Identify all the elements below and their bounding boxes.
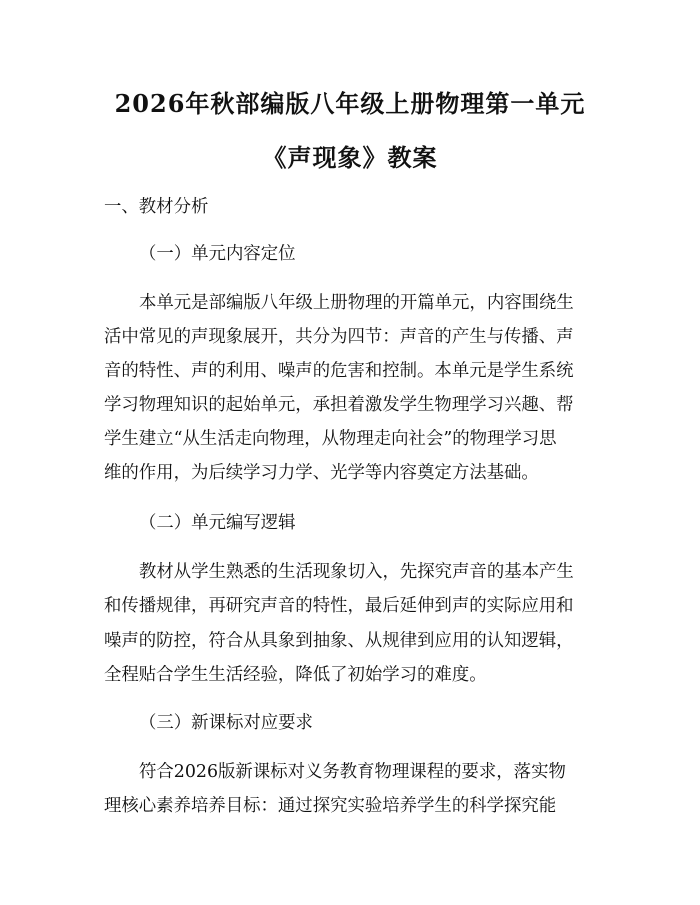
paragraph-line: 和传播规律，再研究声音的特性，最后延伸到声的实际应用和 xyxy=(104,596,574,616)
paragraph-line: 音的特性、声的利用、噪声的危害和控制。本单元是学生系统 xyxy=(104,361,574,381)
paragraph-line: 符合2026版新课标对义务教育物理课程的要求，落实物 xyxy=(139,762,566,782)
subsection-heading: （二）单元编写逻辑 xyxy=(139,513,296,533)
paragraph-line: 理核心素养培养目标：通过探究实验培养学生的科学探究能 xyxy=(104,796,557,816)
paragraph-line: 本单元是部编版八年级上册物理的开篇单元，内容围绕生 xyxy=(139,293,574,313)
paragraph-line: 教材从学生熟悉的生活现象切入，先探究声音的基本产生 xyxy=(139,562,574,582)
paragraph-line: 活中常见的声现象展开，共分为四节：声音的产生与传播、声 xyxy=(104,327,574,347)
paragraph-line: 全程贴合学生生活经验，降低了初始学习的难度。 xyxy=(104,665,487,685)
section-heading: 一、教材分析 xyxy=(104,197,209,217)
paragraph-line: 维的作用，为后续学习力学、光学等内容奠定方法基础。 xyxy=(104,463,539,483)
paragraph-line: 学生建立“从生活走向物理，从物理走向社会”的物理学习思 xyxy=(104,429,557,449)
subsection-heading: （三）新课标对应要求 xyxy=(139,713,313,733)
paragraph-line: 噪声的防控，符合从具象到抽象、从规律到应用的认知逻辑， xyxy=(104,631,574,651)
paragraph-line: 学习物理知识的起始单元，承担着激发学生物理学习兴趣、帮 xyxy=(104,395,574,415)
subsection-heading: （一）单元内容定位 xyxy=(139,244,296,264)
document-subtitle: 《声现象》教案 xyxy=(262,143,438,172)
document-title: 2026年秋部编版八年级上册物理第一单元 xyxy=(114,89,586,118)
